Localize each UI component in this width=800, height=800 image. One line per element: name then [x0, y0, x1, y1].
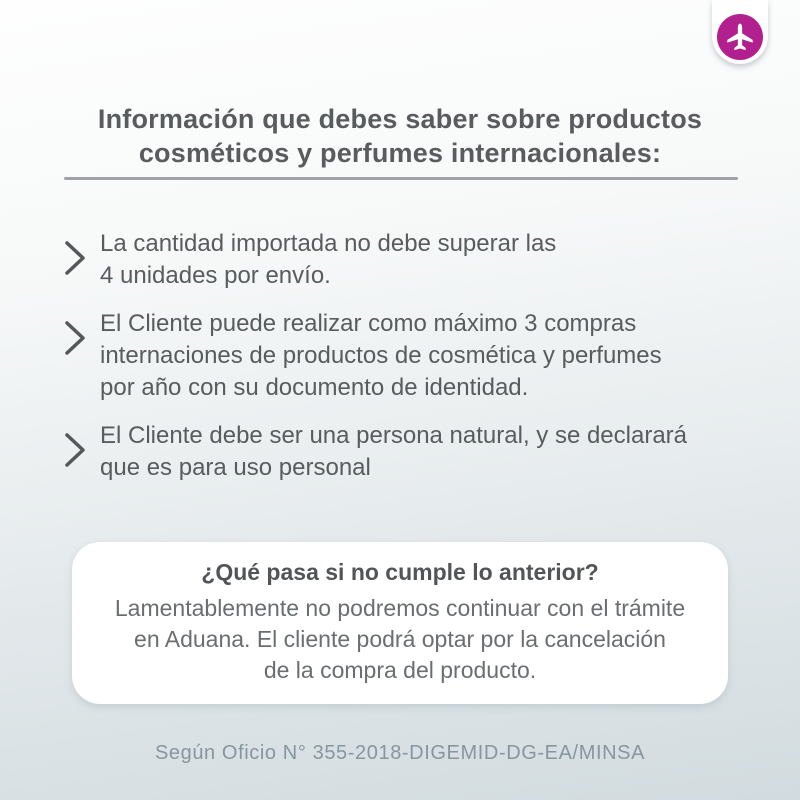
- bullet-line: La cantidad importada no debe superar las: [100, 230, 557, 257]
- bullet-text: [100, 228, 556, 292]
- ribbon-tab: [712, 0, 768, 64]
- list-item: [62, 420, 752, 484]
- title-divider: [64, 177, 738, 180]
- bullet-text: [100, 308, 662, 404]
- page-title: [50, 102, 750, 170]
- card-body-line: de la compra del producto.: [263, 657, 537, 683]
- bullet-line: internaciones de productos de cosmética y perfumes: [100, 342, 662, 369]
- card-body: [92, 593, 708, 686]
- bullet-line: El Cliente puede realizar como máximo 3 compras: [100, 310, 637, 337]
- card-body-line: en Aduana. El cliente podrá optar por la cancelación: [134, 626, 666, 652]
- footer-reference: Según Oficio N° 355-2018-DIGEMID-DG-EA/MINSA: [154, 742, 646, 764]
- list-item: [62, 308, 752, 404]
- page-title-line-2: cosméticos y perfumes internacionales:: [138, 138, 662, 168]
- bullet-text: [100, 420, 687, 484]
- page-title-line-1: Información que debes saber sobre productos: [97, 104, 703, 134]
- chevron-right-icon: [62, 318, 88, 358]
- list-item: [62, 228, 752, 292]
- chevron-right-icon: [62, 238, 88, 278]
- chevron-right-icon: [62, 430, 88, 470]
- airplane-icon: [724, 21, 756, 53]
- bullet-list: [62, 228, 752, 500]
- info-card: [72, 542, 728, 704]
- bullet-line: 4 unidades por envío.: [100, 262, 331, 289]
- bullet-line: por año con su documento de identidad.: [100, 374, 529, 401]
- bullet-line: El Cliente debe ser una persona natural, y se declarará: [100, 422, 688, 449]
- bullet-line: que es para uso personal: [100, 454, 371, 481]
- airplane-badge: [717, 14, 763, 60]
- card-body-line: Lamentablemente no podremos continuar con el trámite: [114, 595, 686, 621]
- card-title: ¿Qué pasa si no cumple lo anterior?: [201, 559, 599, 585]
